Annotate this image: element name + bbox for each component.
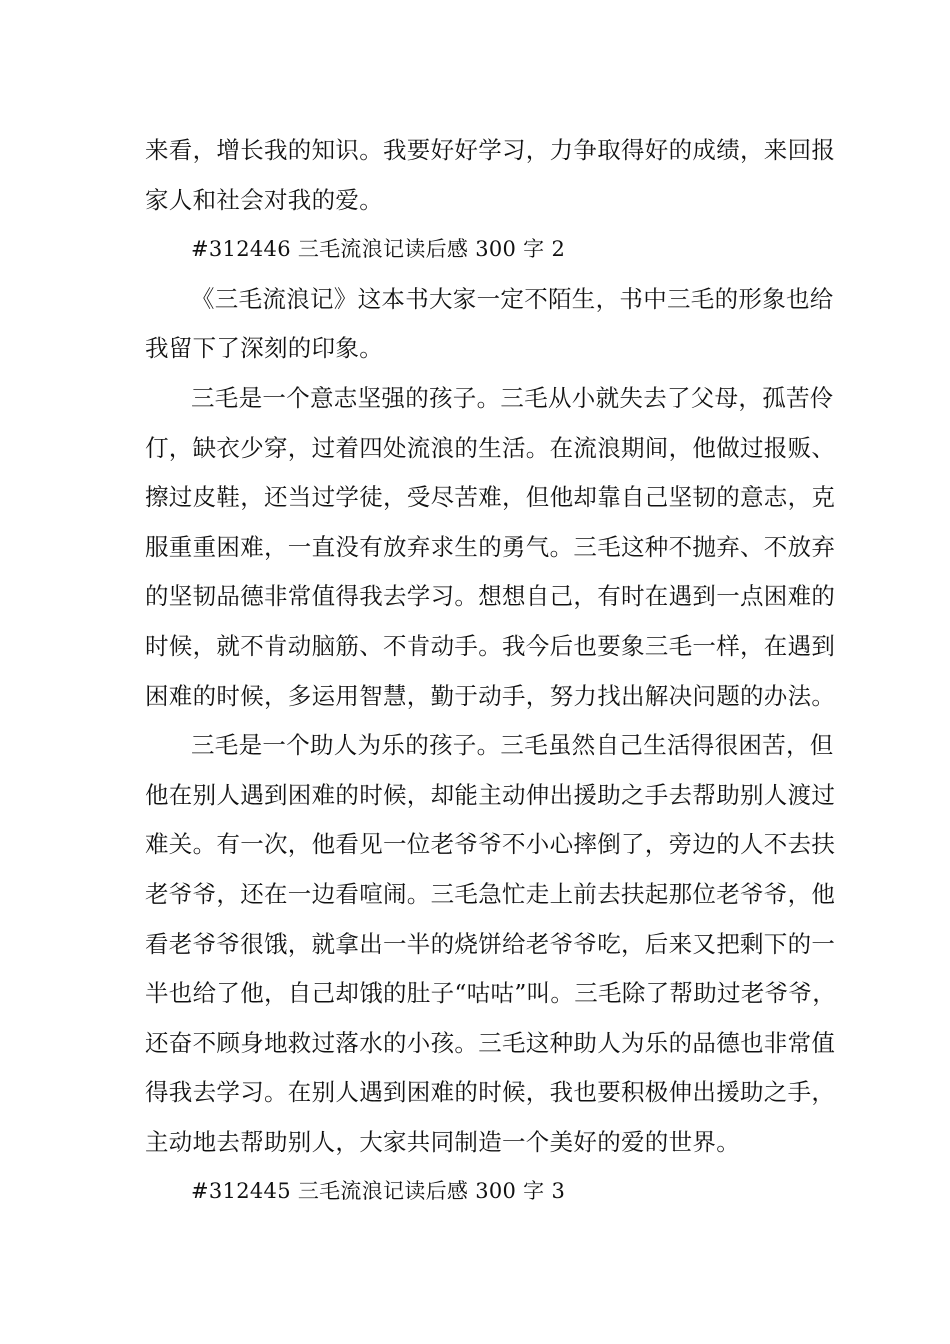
section-heading: #312445 三毛流浪记读后感 300 字 3 bbox=[191, 1179, 566, 1204]
text-line: 半也给了他，自己却饿的肚子“咕咕”叫。三毛除了帮助过老爷爷， bbox=[145, 979, 837, 1008]
text-line: 他在别人遇到困难的时候，却能主动伸出援助之手去帮助别人渡过 bbox=[145, 780, 836, 809]
text-line: 仃，缺衣少穿，过着四处流浪的生活。在流浪期间，他做过报贩、 bbox=[145, 433, 836, 462]
paragraph-first-line: 《三毛流浪记》这本书大家一定不陌生，书中三毛的形象也给 bbox=[191, 284, 834, 313]
text-line: 主动地去帮助别人，大家共同制造一个美好的爱的世界。 bbox=[145, 1127, 740, 1156]
text-line: 看老爷爷很饿，就拿出一半的烧饼给老爷爷吃，后来又把剩下的一 bbox=[145, 929, 836, 958]
text-line: 难关。有一次，他看见一位老爷爷不小心摔倒了，旁边的人不去扶 bbox=[145, 830, 836, 859]
text-line: 来看，增长我的知识。我要好好学习，力争取得好的成绩，来回报 bbox=[145, 136, 836, 164]
section-heading: #312446 三毛流浪记读后感 300 字 2 bbox=[191, 237, 566, 262]
text-line: 擦过皮鞋，还当过学徒，受尽苦难，但他却靠自己坚韧的意志，克 bbox=[145, 483, 836, 512]
text-line: 家人和社会对我的爱。 bbox=[145, 185, 383, 214]
text-line: 得我去学习。在别人遇到困难的时候，我也要积极伸出援助之手， bbox=[145, 1078, 836, 1107]
text-line: 还奋不顾身地救过落水的小孩。三毛这种助人为乐的品德也非常值 bbox=[145, 1028, 836, 1057]
text-line: 时候，就不肯动脑筋、不肯动手。我今后也要象三毛一样，在遇到 bbox=[145, 631, 836, 660]
document-body bbox=[145, 126, 837, 1217]
paragraph-first-line: 三毛是一个助人为乐的孩子。三毛虽然自己生活得很困苦，但 bbox=[191, 731, 834, 760]
text-line: 我留下了深刻的印象。 bbox=[145, 334, 383, 363]
text-line: 服重重困难，一直没有放弃求生的勇气。三毛这种不抛弃、不放弃 bbox=[145, 532, 836, 561]
text-line: 困难的时候，多运用智慧，勤于动手，努力找出解决问题的办法。 bbox=[145, 681, 836, 710]
paragraph-first-line: 三毛是一个意志坚强的孩子。三毛从小就失去了父母，孤苦伶 bbox=[191, 383, 834, 412]
text-line: 的坚韧品德非常值得我去学习。想想自己，有时在遇到一点困难的 bbox=[145, 582, 836, 611]
text-line: 老爷爷，还在一边看喧闹。三毛急忙走上前去扶起那位老爷爷，他 bbox=[145, 879, 836, 908]
